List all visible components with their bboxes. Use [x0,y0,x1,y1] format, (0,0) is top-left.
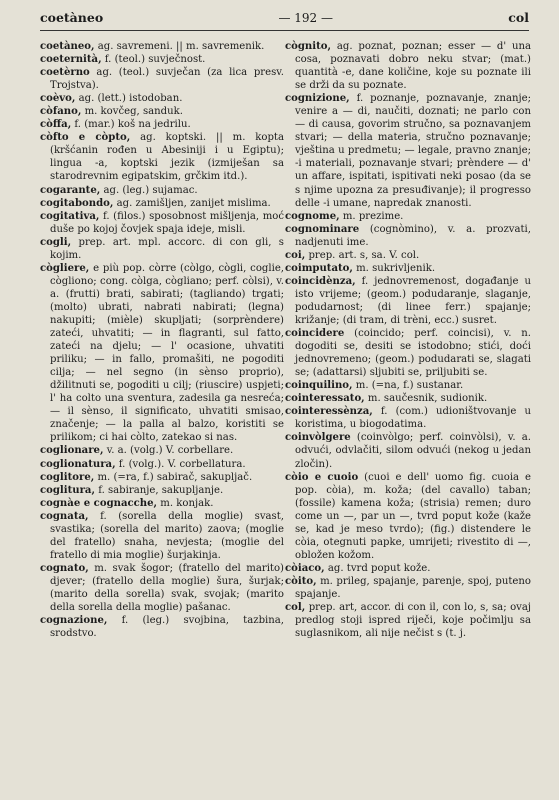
entry-headword: coeternità, [40,54,102,66]
dictionary-entry [40,458,284,471]
entry-definition: (coincido; perf. coincisi), v. n. dogoditi se, desiti se istodobno; stići, doći jednovremeno; (geom.) podudarati se, slagati se; (adattarsi) sljubiti se, priljubiti se. [295,328,531,379]
entry-headword: còfto e còpto, [40,132,131,144]
dictionary-entry [285,392,531,405]
entry-definition: f. (teol.) suvječnost. [101,54,206,66]
header-rule [40,30,529,31]
dictionary-entry [40,66,284,92]
left-guide-word: coetàneo [40,10,104,25]
entry-definition: m. kovčeg, sanduk. [81,106,183,118]
entry-headword: còio e cuoio [285,471,359,483]
entry-definition: f. sabiranje, sakupljanje. [94,484,224,496]
entry-definition: ag. (teol.) suvječan (za lica presv. Trojstva). [50,67,284,92]
right-column [285,40,531,798]
entry-headword: coi, [285,249,306,261]
entry-headword: cointeressato, [285,393,365,405]
dictionary-entry [40,562,284,614]
entry-headword: coetèrno [40,67,90,79]
dictionary-entry [285,379,531,392]
entry-definition: m. (=na, f.) sustanar. [352,380,464,392]
entry-headword: cognata, [40,510,89,522]
dictionary-entry [285,601,531,640]
entry-definition: ag. zamišljen, zanijet mislima. [113,197,271,209]
entry-definition: ag. poznat, poznan; esser — d' una cosa, poznavati dobro neku stvar; (mat.) quantità -e, dane količine, koje su poznate ili se drži da su poznate. [295,41,531,92]
dictionary-entry [40,262,284,445]
entry-headword: coincidere [285,328,345,340]
entry-definition: prep. art. mpl. accorc. di con gli, s kojim. [50,236,284,261]
entry-definition: m. svak šogor; (fratello del marito) djever; (fratello della moglie) šura, šurjak; (marito della sorella) svak, svojak; (marito della sorella della moglie) pašanac. [50,562,284,614]
entry-definition: ag. tvrd poput kože. [324,562,431,574]
entry-headword: coglionare, [40,445,104,457]
dictionary-entry [40,444,284,457]
dictionary-entry [40,184,284,197]
entry-definition: m. konjak. [157,497,214,509]
entry-definition: (cuoi e dell' uomo fig. cuoia e pop. còia), m. koža; (del cavallo) taban; (fossile) kamena koža; (strisia) remen; duro come un —, par un —, tvrd poput kože (kaže se, kad je meso tvrdo); (fig.) distendere le còia, otegnuti papke, umrijeti; rivestito di —, obložen kožom. [295,471,531,561]
entry-headword: cognàe e cognacche, [40,497,158,509]
entry-headword: cointeressènza, [285,406,373,418]
dictionary-entry [285,431,531,470]
entry-definition: m. prileg, spajanje, parenje, spoj, puteno spajanje. [295,575,531,600]
entry-headword: cognazione, [40,615,108,627]
dictionary-entry [40,614,284,640]
dictionary-entry [40,92,284,105]
entry-definition: f. jednovremenost, događanje u isto vrijeme; (geom.) podudaranje, slaganje, podudarnost; (di linee ferr.) spajanje; križanje; (di tram, di trèni, ecc.) susret. [295,275,531,326]
right-guide-word: col [508,10,529,25]
entry-headword: cogli, [40,236,72,248]
entry-headword: coetàneo, [40,41,95,52]
dictionary-entry [40,210,284,236]
entry-definition: (cognòmino), v. a. prozvati, nadjenuti ime. [295,223,531,248]
entry-headword: còfano, [40,106,82,118]
entry-headword: coimputato, [285,262,353,274]
dictionary-entry [285,327,531,379]
entry-definition: f. (mar.) koš na jedrilu. [71,119,191,131]
entry-definition: f. (sorella della moglie) svast, svastika; (sorella del marito) zaova; (moglie del fratello) snaha, nevjesta; (moglie del fratello di mia moglie) šurjakinja. [50,510,284,561]
dictionary-entry [285,575,531,601]
entry-headword: còffa, [40,119,72,131]
dictionary-entry [40,236,284,262]
entry-headword: cognizione, [285,93,350,105]
page-number: — 192 — [278,11,333,25]
entry-headword: còiaco, [285,562,325,574]
dictionary-entry [285,405,531,431]
entry-definition: ag. savremeni. || m. savremenik. [94,41,265,52]
dictionary-entry [40,105,284,118]
dictionary-entry [285,562,531,575]
entry-definition: prep. art, accor. di con il, con lo, s, sa; ovaj predlog stoji ispred riječi, koje počimlju sa suglasnikom, ali nije nečist s (t. j. [295,602,531,640]
entry-definition: f. (volg.). V. corbellatura. [115,458,246,470]
entry-definition: ag. (leg.) sujamac. [100,184,198,196]
dictionary-entry [40,497,284,510]
entry-headword: coèvo, [40,93,76,105]
entry-definition: f. (filos.) sposobnost mišljenja, moć duše po kojoj čovjek spaja ideje, misli. [50,210,284,235]
entry-headword: cògliere, [40,262,90,274]
dictionary-entry [285,471,531,562]
entry-definition: m. sukrivljenik. [352,262,436,274]
entry-headword: cognato, [40,562,89,574]
dictionary-entry [40,53,284,66]
entry-headword: cognominare [285,223,360,235]
dictionary-entry [40,471,284,484]
entry-definition: f. (leg.) svojbina, tazbina, srodstvo. [50,615,284,640]
dictionary-entry [285,210,531,223]
dictionary-entry [40,40,284,53]
entry-headword: cogitativa, [40,210,100,222]
dictionary-entry [40,118,284,131]
entry-definition: prep. art. s, sa. V. col. [305,249,420,261]
entry-headword: cogarante, [40,184,101,196]
entry-definition: ag. koptski. || m. kopta (kršćanin rođen u Abesiniji i u Egiptu); lingua -a, koptski jezik (izmiješan sa starodrevnim egipatskim, grčkim itd.). [50,132,284,183]
entry-headword: coinvòlgere [285,432,351,444]
dictionary-entry [285,92,531,209]
dictionary-entry [285,223,531,249]
entry-definition: v. a. (volg.) V. corbellare. [103,445,234,457]
dictionary-entry [285,262,531,275]
entry-headword: còito, [285,575,317,587]
entry-definition: m. (=ra, f.) sabirač, sakupljač. [94,471,253,483]
dictionary-entry [40,197,284,210]
entry-definition: (coinvòlgo; perf. coinvòlsi), v. a. odvući, odvlačiti, silom odvući (nekog u jedan zločin). [295,432,531,470]
entry-headword: col, [285,602,306,614]
running-header [40,10,529,28]
entry-headword: cogitabondo, [40,197,114,209]
left-column [40,40,284,798]
dictionary-entry [285,40,531,92]
dictionary-entry [40,484,284,497]
entry-headword: coglitore, [40,471,95,483]
entry-headword: coglionatura, [40,458,116,470]
entry-definition: m. saučesnik, sudionik. [364,393,488,405]
entry-definition: m. prezime. [339,210,404,222]
entry-headword: coinquilino, [285,380,353,392]
entry-definition: f. poznanje, poznavanje, znanje; venire a — di, naučiti, doznati; ne parlo con — di causa, govorim stručno, sa poznavanjem stvari; — della materia, stručno poznavanje; vještina u predmetu; — legale, pravno znanje; -i materiali, poznavanje stvari; prèndere — d' un affare, ispitati, ispitivati neki posao (da se s njime upozna za presuđivanje); il progresso delle -i umane, napredak znanosti. [295,93,531,209]
entry-headword: cognome, [285,210,340,222]
dictionary-entry [40,131,284,183]
entry-headword: coglitura, [40,484,95,496]
entry-definition: e più pop. còrre (còlgo, cògli, coglie, cògliono; cong. còlga, cògliano; perf. còlsi), v. a. (frutti) brati, sabirati; (tagliando) trgati; (molto) ubrati, nabrati nabirati; (legna) nakupiti; (mièle) skupljati; (sorprèndere) zateći, uhvatiti; — in flagranti, sul fatto, zateći na djelu; — l' ocasione, uhvatiti priliku; — in fallo, promašiti, ne pogoditi cilja; — nel segno (in sènso proprio), džilitnuti se, pogoditi u cilj; (riuscire) uspjeti; l' ha colto una sventura, zadesila ga nesreća; — il sènso, il significato, uhvatiti smisao, značenje; — la palla al balzo, koristiti se prilikom; ci hai còlto, zatekao si nas. [50,262,284,444]
entry-headword: coincidènza, [285,275,356,287]
dictionary-entry [40,510,284,562]
dictionary-entry [285,249,531,262]
entry-definition: f. (com.) udioništvovanje u koristima, u biogodatima. [295,406,531,431]
entry-definition: ag. (lett.) istodoban. [75,93,183,105]
entry-headword: cògnito, [285,41,332,52]
dictionary-entry [285,275,531,327]
